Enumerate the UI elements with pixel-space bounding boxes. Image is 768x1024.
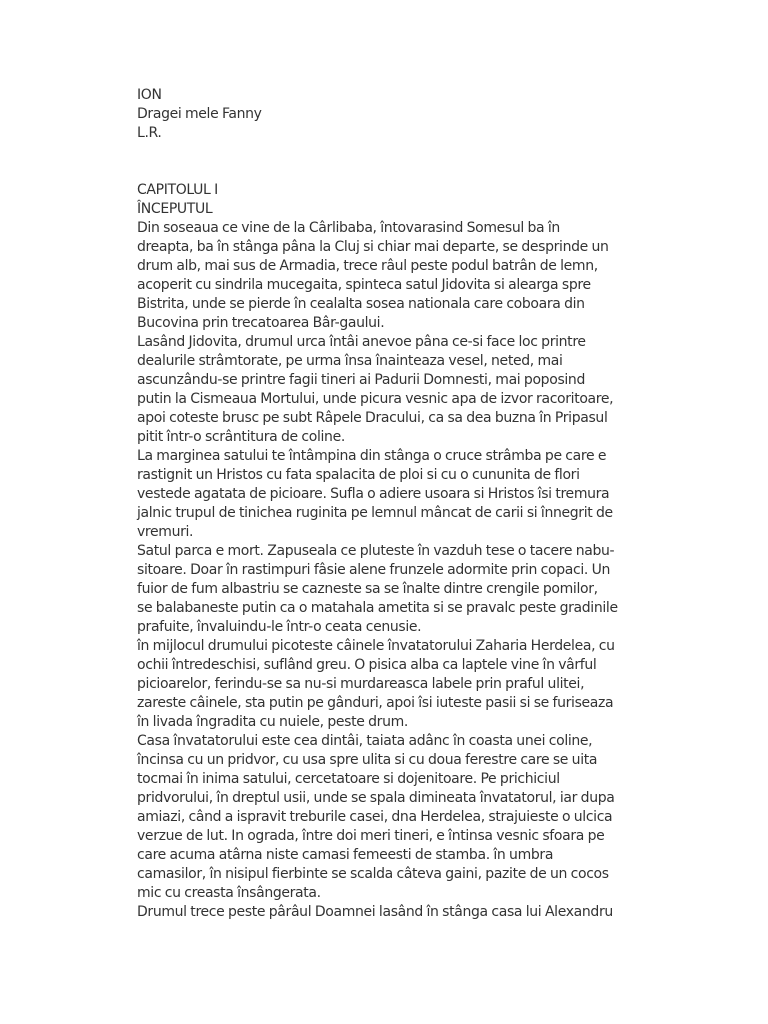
text-line: încinsa cu un pridvor, cu usa spre ulita si cu doua ferestre care se uita xyxy=(137,752,598,768)
paragraph xyxy=(137,542,632,637)
text-line: acoperit cu sindrila mucegaita, spinteca satul Jidovita si alearga spre xyxy=(137,277,591,293)
paragraph xyxy=(137,903,632,922)
text-line: Din soseaua ce vine de la Cârlibaba, întovarasind Somesul ba în xyxy=(137,220,560,236)
paragraph xyxy=(137,637,632,732)
text-line: Drumul trece peste pârâul Doamnei lasând în stânga casa lui Alexandru xyxy=(137,904,613,920)
text-line: dealurile strâmtorate, pe urma însa înainteaza vesel, neted, mai xyxy=(137,353,563,369)
text-line: prafuite, învaluindu-le într-o ceata cenusie. xyxy=(137,619,422,635)
text-line: jalnic trupul de tinichea ruginita pe lemnul mâncat de carii si înnegrit de xyxy=(137,505,613,521)
text-line: Bucovina prin trecatoarea Bâr-gaului. xyxy=(137,315,385,331)
text-line: pridvorului, în dreptul usii, unde se spala dimineata învatatorul, iar dupa xyxy=(137,790,615,806)
text-line: vremuri. xyxy=(137,524,194,540)
text-line: Bistrita, unde se pierde în cealalta sosea nationala care coboara din xyxy=(137,296,585,312)
paragraph xyxy=(137,732,632,903)
book-title: ION xyxy=(137,87,162,103)
text-line: sitoare. Doar în rastimpuri fâsie alene frunzele adormite prin copaci. Un xyxy=(137,562,611,578)
chapter-heading xyxy=(137,181,632,219)
text-line: picioarelor, ferindu-se sa nu-si murdareasca labele prin praful ulitei, xyxy=(137,676,585,692)
spacer xyxy=(137,143,632,181)
text-line: fuior de fum albastriu se cazneste sa se înalte dintre crengile pomilor, xyxy=(137,581,598,597)
text-line: La marginea satului te întâmpina din stânga o cruce strâmba pe care e xyxy=(137,448,607,464)
text-line: tocmai în inima satului, cercetatoare si dojenitoare. Pe prichiciul xyxy=(137,771,560,787)
text-line: dreapta, ba în stânga pâna la Cluj si chiar mai departe, se desprinde un xyxy=(137,239,609,255)
text-line: mic cu creasta însângerata. xyxy=(137,885,321,901)
text-line: care acuma atârna niste camasi femeesti de stamba. în umbra xyxy=(137,847,554,863)
text-line: putin la Cismeaua Mortului, unde picura vesnic apa de izvor racoritoare, xyxy=(137,391,614,407)
text-line: Lasând Jidovita, drumul urca întâi anevoe pâna ce-si face loc printre xyxy=(137,334,586,350)
text-line: ascunzându-se printre fagii tineri ai Padurii Domnesti, mai poposind xyxy=(137,372,585,388)
paragraph xyxy=(137,333,632,447)
text-line: în mijlocul drumului picoteste câinele învatatorului Zaharia Herdelea, cu xyxy=(137,638,615,654)
chapter-number: CAPITOLUL I xyxy=(137,182,218,198)
text-line: apoi coteste brusc pe subt Râpele Dracului, ca sa dea buzna în Pripasul xyxy=(137,410,608,426)
text-line: verzue de lut. In ograda, între doi meri tineri, e întinsa vesnic sfoara pe xyxy=(137,828,605,844)
paragraph xyxy=(137,447,632,542)
text-line: în livada îngradita cu nuiele, peste drum. xyxy=(137,714,408,730)
text-line: Satul parca e mort. Zapuseala ce pluteste în vazduh tese o tacere nabu- xyxy=(137,543,615,559)
dedication-block xyxy=(137,86,632,143)
text-line: drum alb, mai sus de Armadia, trece râul peste podul batrân de lemn, xyxy=(137,258,598,274)
text-line: pitit într-o scrântitura de coline. xyxy=(137,429,345,445)
text-line: ochii întredeschisi, suflând greu. O pisica alba ca laptele vine în vârful xyxy=(137,657,597,673)
text-line: camasilor, în nisipul fierbinte se scalda câteva gaini, pazite de un cocos xyxy=(137,866,609,882)
text-line: se balabaneste putin ca o matahala ametita si se pravalc peste gradinile xyxy=(137,600,618,616)
text-line: rastignit un Hristos cu fata spalacita de ploi si cu o cununita de flori xyxy=(137,467,580,483)
dedication-text: Dragei mele Fanny xyxy=(137,106,262,122)
author-initials: L.R. xyxy=(137,125,162,141)
text-line: vestede agatata de picioare. Sufla o adiere usoara si Hristos îsi tremura xyxy=(137,486,610,502)
text-line: zareste câinele, sta putin pe gânduri, apoi îsi iuteste pasii si se furiseaza xyxy=(137,695,614,711)
paragraph xyxy=(137,219,632,333)
body-text xyxy=(137,219,632,922)
text-line: amiazi, când a ispravit treburile casei, dna Herdelea, strajuieste o ulcica xyxy=(137,809,613,825)
chapter-title: ÎNCEPUTUL xyxy=(137,201,213,217)
text-line: Casa învatatorului este cea dintâi, taiata adânc în coasta unei coline, xyxy=(137,733,593,749)
document-page xyxy=(137,86,632,922)
